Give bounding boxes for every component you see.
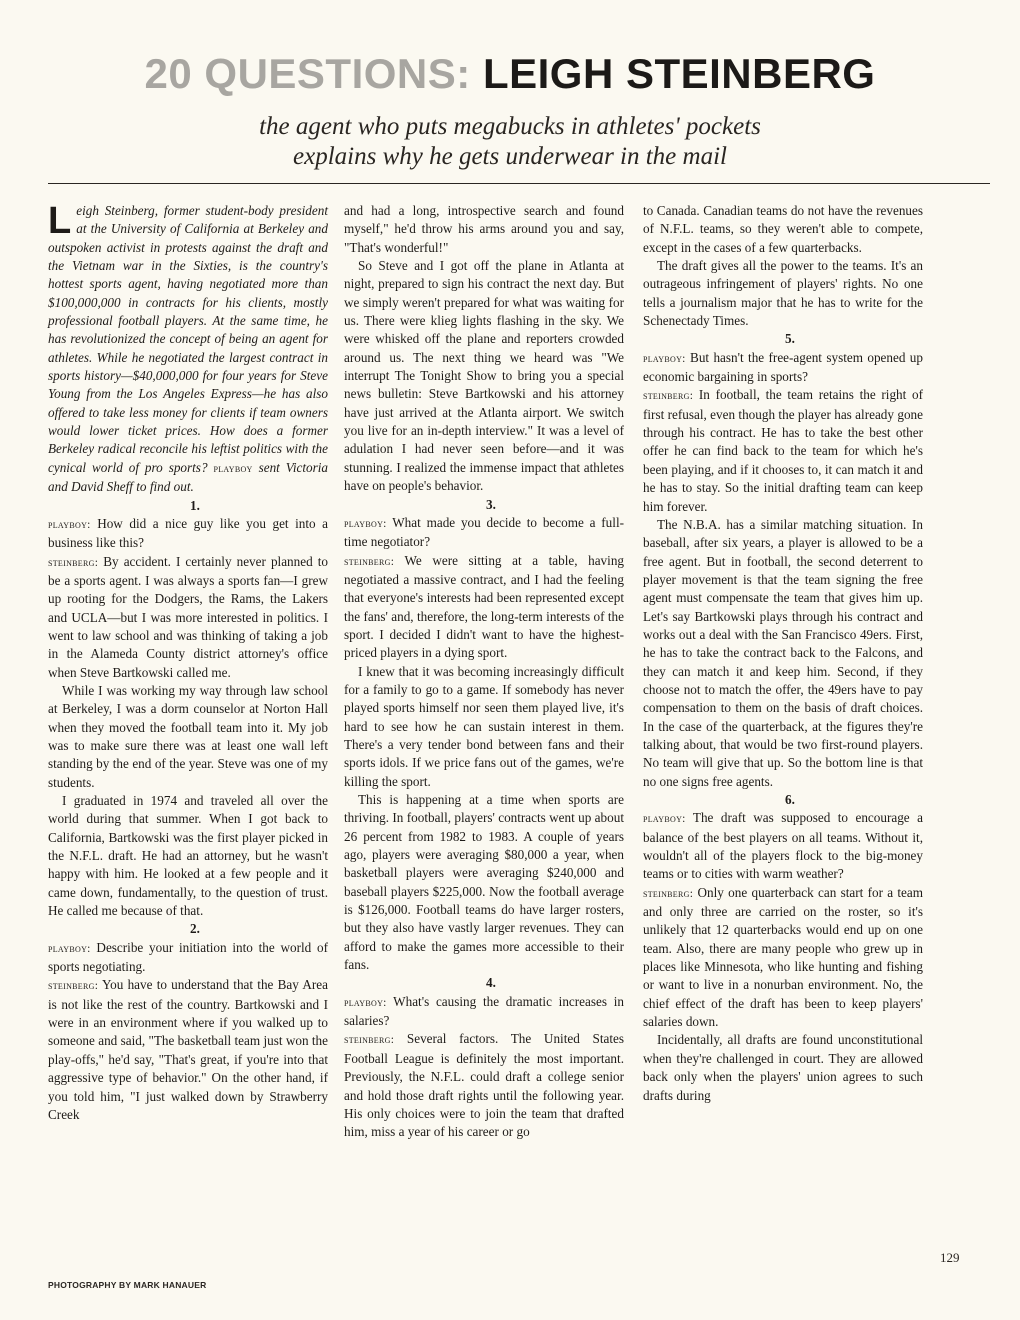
answer-paragraph: The N.B.A. has a similar matching situation. In baseball, after six years, a player is allowed to be a free agent. But in football, the second deterrent to player movement is that the team signing the free agent must compensate the team that gives him up. Let's say Bartkowski plays through his contract and works out a deal with the San Francisco 49ers. First, he has to take the contract back to the Falcons, and they can match it and keep him. Second, if they choose not to match the offer, the 49ers have to pay compensation to them on the basis of draft choices. In the case of the quarterback, at the figures they're talking about, that would be two first-round players. No team will give that up. So the bottom line is that no one signs free agents. <box>643 516 923 789</box>
answer: steinberg: We were sitting at a table, having negotiated a massive contract, and I had the feeling that everyone's interests had been represented except the fans' and, therefore, the long-term interests of the sport. I decided I didn't want to have the highest-priced players in a dying sport. <box>344 552 625 661</box>
header-rule <box>48 183 990 184</box>
headline-series: 20 QUESTIONS: <box>144 50 471 97</box>
column-1 <box>48 202 328 1124</box>
column-3 <box>643 202 923 1105</box>
answer-paragraph: So Steve and I got off the plane in Atlanta at night, prepared to sign his contract the next day. But we simply weren't prepared for what was waiting for us. There were klieg lights flashing in the sky. We were whisked off the plane and reporters crowded around us. The next thing we heard was "We interrupt The Tonight Show to bring you a special news bulletin: Steve Bartkowski and his attorney have just arrived at the Atlanta airport. We switch you live for an in-depth interview." It was a level of adulation I had never seen before—and it was stunning. I realized the immense impact that athletes have on people's behavior. <box>344 258 624 494</box>
question-number: 4. <box>486 975 496 991</box>
answer-paragraph: I knew that it was becoming increasingly difficult for a family to go to a game. If somebody has never played sports himself nor seen them played live, it's hard to see how he can sustain interest in them. There's a very tender bond between fans and their sports idols. If we price fans out of the games, we're killing the sport. <box>344 663 624 789</box>
article-headline <box>0 50 1020 98</box>
question: playboy: The draft was supposed to encourage a balance of the best players on all teams. Without it, wouldn't all of the players flock to the big-money teams or to cities with warm weather? <box>643 810 923 882</box>
answer-paragraph: I graduated in 1974 and traveled all over the world during that summer. When I got back to California, Bartkowski was the first player picked in the N.F.L. draft. He had an attorney, but he wasn't happy with him. He looked at a few people and it came down, fundamentally, to the question of trust. He called me because of that. <box>48 793 328 919</box>
question: playboy: But hasn't the free-agent system opened up economic bargaining in sports? <box>643 349 923 385</box>
photo-credit: PHOTOGRAPHY BY MARK HANAUER <box>48 1280 207 1290</box>
subheadline-line-1: the agent who puts megabucks in athletes' pockets <box>259 113 761 140</box>
question-number: 2. <box>190 921 200 937</box>
column-2 <box>344 202 624 1142</box>
question-number: 3. <box>486 496 496 512</box>
answer: steinberg: Several factors. The United States Football League is definitely the most important. Previously, the N.F.L. could draft a college senior and hold those draft rights until the following year. His only choices were to join the team that drafted him, miss a year of his career or go <box>344 1031 624 1140</box>
answer-continued: and had a long, introspective search and found myself," he'd throw his arms around you and say, "That's wonderful!" <box>344 203 624 255</box>
drop-cap: L <box>48 200 72 242</box>
question: playboy: How did a nice guy like you get into a business like this? <box>48 515 328 551</box>
answer-continued: to Canada. Canadian teams do not have the revenues of N.F.L. teams, so they weren't able to compete, except in the cases of a few quarterbacks. <box>643 203 923 255</box>
answer-paragraph: This is happening at a time when sports are thriving. In football, players' contracts went up about 26 percent from 1982 to 1983. A couple of years ago, players were averaging $80,000 a year, when basketball players were averaging $240,000 and baseball players $225,000. Now the football average is $126,000. Football teams do have larger rosters, but they also have vastly larger revenues. They can afford to make the games more accessible to their fans. <box>344 792 624 973</box>
answer: steinberg: Only one quarterback can start for a team and only three are carried on the roster, so it's unlikely that 12 quarterbacks would end up on one team. Also, there are many people who grew up in places like Minnesota, who like hunting and fishing or want to live in a nonurban environment. No, the chief effect of the draft has been to keep players' salaries down. <box>643 884 924 1030</box>
answer: steinberg: You have to understand that the Bay Area is not like the rest of the country. Bartkowski and I were in an environment where if you walked up to someone and said, "The basketball team just won the play-offs," he'd say, "That's great, if you're into that aggressive type of behavior." On the other hand, if you told him, "I just walked down by Strawberry Creek <box>48 977 328 1122</box>
article-subheadline <box>0 112 1020 172</box>
answer-paragraph: Incidentally, all drafts are found unconstitutional when they're challenged in court. They are allowed back only when the players' union agrees to such drafts during <box>643 1032 923 1103</box>
question: playboy: Describe your initiation into the world of sports negotiating. <box>48 939 328 975</box>
answer: steinberg: By accident. I certainly never planned to be a sports agent. I was always a sports fan—I grew up rooting for the Dodgers, the Rams, the Lakers and UCLA—but I was more interested in politics. I went to law school and was thinking of taking a job in the Alameda County district attorney's office when Steve Bartkowski called me. <box>48 553 328 680</box>
page-number: 129 <box>940 1250 960 1265</box>
question-number: 6. <box>785 792 795 807</box>
answer: steinberg: In football, the team retains the right of first refusal, even though the player has already gone through his contract. He has to take the best other offer he can find back to the team for which he's been playing, and if it chooses to, it can match it and he has to stay. So the initial drafting team can keep him forever. <box>643 387 923 514</box>
headline-name: LEIGH STEINBERG <box>482 50 876 97</box>
question: playboy: What made you decide to become a full-time negotiator? <box>344 514 624 550</box>
question: playboy: What's causing the dramatic increases in salaries? <box>344 993 624 1029</box>
subheadline-line-2: explains why he gets underwear in the mail <box>293 143 727 170</box>
answer-paragraph: The draft gives all the power to the teams. It's an outrageous infringement of players' rights. No one tells a journalism major that he has to write for the Schenectady Times. <box>643 258 923 329</box>
question-number: 1. <box>190 497 200 513</box>
intro-paragraph: Leigh Steinberg, former student-body president at the University of California at Berkeley and outspoken activist in protests against the draft and the Vietnam war in the Sixties, is the country's hottest sports agent, having negotiated more than $100,000,000 in contracts for his clients, mostly professional football players. At the same time, he has revolutionized the concept of being an agent for athletes. While he negotiated the largest contract in sports history—$40,000,000 for four years for Steve Young from the Los Angeles Express—he has also offered to take less money for clients if team owners would lower ticket prices. How does a former Berkeley radical reconcile his leftist politics with the cynical world of pro sports? playboy sent Victoria and David Sheff to find out. <box>48 200 328 495</box>
question-number: 5. <box>785 331 795 347</box>
answer-paragraph: While I was working my way through law school at Berkeley, I was a dorm counselor at Norton Hall when they moved the football team into it. My job was to make sure there was at least one wall left standing by the end of the year. Steve was one of my students. <box>48 682 328 790</box>
